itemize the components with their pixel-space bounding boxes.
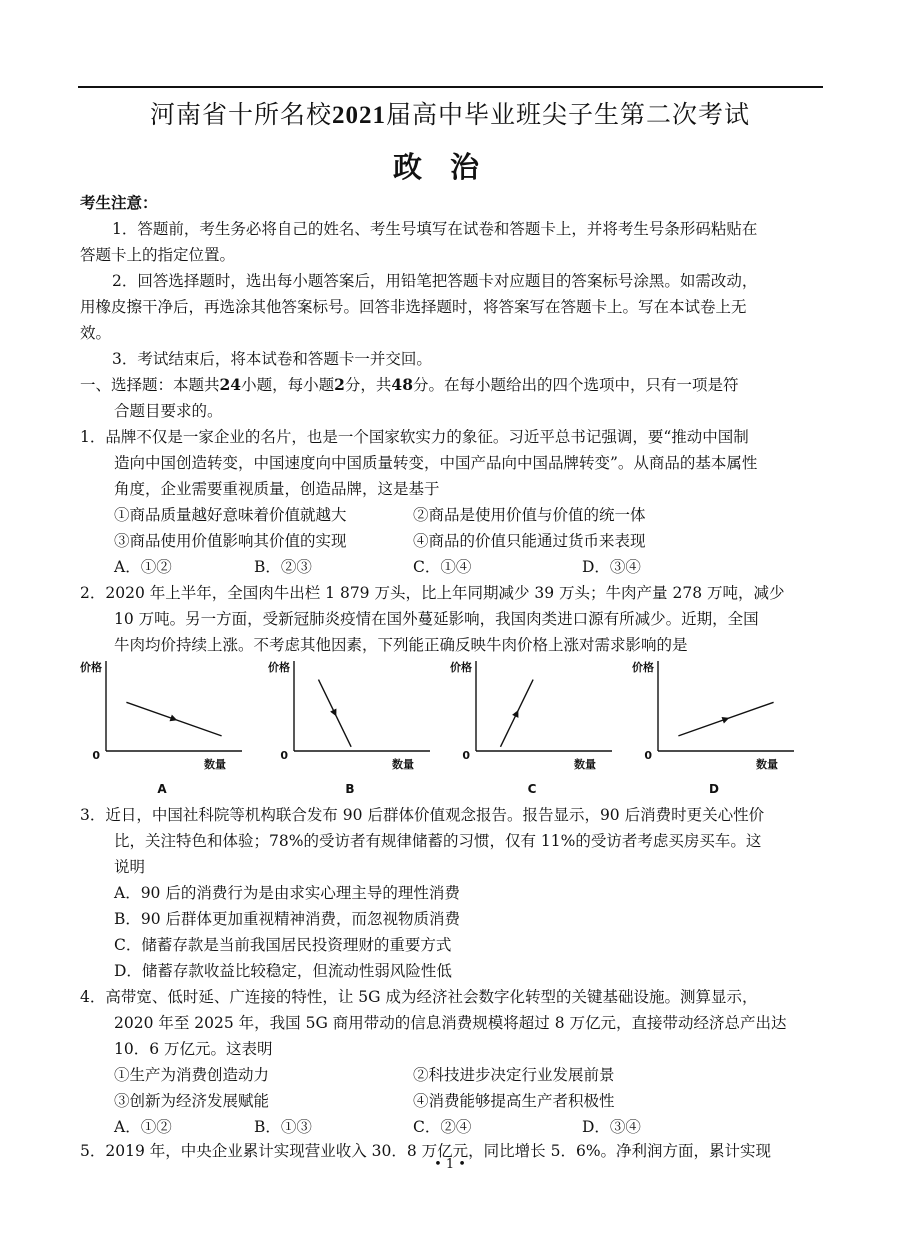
notice-line: 用橡皮擦干净后，再选涂其他答案标号。回答非选择题时，将答案写在答题卡上。写在本试卷上无 bbox=[80, 298, 747, 316]
q1-choice-c: C．①④ bbox=[413, 558, 472, 576]
question-5-stem: 5．2019 年，中央企业累计实现营业收入 30．8 万亿元，同比增长 5．6%。净利润方面，累计实现 bbox=[80, 1142, 772, 1160]
origin-label: 0 bbox=[462, 749, 470, 762]
x-axis-label: 数量 bbox=[756, 758, 778, 771]
question-3-stem: 3．近日，中国社科院等机构联合发布 90 后群体价值观念报告。报告显示，90 后消费时更关心性价 bbox=[80, 806, 765, 824]
chart-svg bbox=[448, 655, 626, 805]
notice-heading: 考生注意： bbox=[80, 193, 158, 212]
notice-line: 效。 bbox=[80, 324, 112, 342]
question-4-stem: 10．6 万亿元。这表明 bbox=[114, 1040, 273, 1058]
q4-statement-1: ①生产为消费创造动力 bbox=[114, 1066, 270, 1084]
question-1-stem: 角度，企业需要重视质量，创造品牌，这是基于 bbox=[114, 480, 440, 498]
q4-choice-b: B．①③ bbox=[254, 1118, 312, 1136]
q4-statement-3: ③创新为经济发展赋能 bbox=[114, 1092, 270, 1110]
q1-statement-4: ④商品的价值只能通过货币来表现 bbox=[413, 532, 646, 550]
question-3-stem: 比，关注特色和体验；78%的受访者有规律储蓄的习惯，仅有 11%的受访者考虑买房买车。这 bbox=[114, 832, 762, 850]
question-4-stem: 2020 年至 2025 年，我国 5G 商用带动的信息消费规模将超过 8 万亿元，直接带动经济总产出达 bbox=[114, 1014, 787, 1032]
exam-title: 河南省十所名校2021届高中毕业班尖子生第二次考试 bbox=[149, 100, 751, 129]
subject-title: 政治 bbox=[392, 150, 507, 184]
question-1-stem: 1．品牌不仅是一家企业的名片，也是一个国家软实力的象征。习近平总书记强调，要“推动中国制 bbox=[80, 428, 749, 446]
q1-statement-3: ③商品使用价值影响其价值的实现 bbox=[114, 532, 347, 550]
q3-choice-d: D．储蓄存款收益比较稳定，但流动性弱风险性低 bbox=[114, 962, 452, 980]
x-axis-label: 数量 bbox=[392, 758, 414, 771]
chart-c bbox=[448, 655, 626, 805]
notice-line: 2．回答选择题时，选出每小题答案后，用铅笔把答题卡对应题目的答案标号涂黑。如需改动， bbox=[112, 272, 758, 290]
x-axis-label: 数量 bbox=[574, 758, 596, 771]
question-2-stem: 2．2020 年上半年，全国肉牛出栏 1 879 万头，比上年同期减少 39 万头；牛肉产量 278 万吨，减少 bbox=[80, 584, 785, 602]
question-1-stem: 造向中国创造转变，中国速度向中国质量转变，中国产品向中国品牌转变”。从商品的基本属性 bbox=[114, 454, 758, 472]
q4-choice-c: C．②④ bbox=[413, 1118, 472, 1136]
top-rule bbox=[78, 86, 823, 88]
q1-statement-1: ①商品质量越好意味着价值就越大 bbox=[114, 506, 347, 524]
q4-choice-d: D．③④ bbox=[582, 1118, 641, 1136]
origin-label: 0 bbox=[644, 749, 652, 762]
notice-line: 答题卡上的指定位置。 bbox=[80, 246, 236, 264]
chart-svg bbox=[266, 655, 444, 805]
q3-choice-b: B．90 后群体更加重视精神消费，而忽视物质消费 bbox=[114, 910, 461, 928]
chart-label: D bbox=[709, 782, 719, 796]
q4-statement-2: ②科技进步决定行业发展前景 bbox=[413, 1066, 615, 1084]
q3-choice-c: C．储蓄存款是当前我国居民投资理财的重要方式 bbox=[114, 936, 452, 954]
question-2-stem: 牛肉均价持续上涨。不考虑其他因素，下列能正确反映牛肉价格上涨对需求影响的是 bbox=[114, 636, 688, 654]
y-axis-label: 价格 bbox=[450, 661, 472, 674]
notice-line: 1．答题前，考生务必将自己的姓名、考生号填写在试卷和答题卡上，并将考生号条形码粘贴在 bbox=[112, 220, 758, 238]
question-3-stem: 说明 bbox=[114, 858, 146, 876]
q1-choice-d: D．③④ bbox=[582, 558, 641, 576]
chart-a bbox=[78, 655, 256, 805]
q4-statement-4: ④消费能够提高生产者积极性 bbox=[413, 1092, 615, 1110]
chart-d bbox=[630, 655, 808, 805]
question-4-stem: 4．高带宽、低时延、广连接的特性，让 5G 成为经济社会数字化转型的关键基础设施。测算显示， bbox=[80, 988, 758, 1006]
q3-choice-a: A．90 后的消费行为是由求实心理主导的理性消费 bbox=[114, 884, 460, 902]
q1-choice-b: B．②③ bbox=[254, 558, 312, 576]
chart-svg bbox=[630, 655, 808, 805]
chart-svg bbox=[78, 655, 256, 805]
question-2-stem: 10 万吨。另一方面，受新冠肺炎疫情在国外蔓延影响，我国肉类进口源有所减少。近期，全国 bbox=[114, 610, 759, 628]
origin-label: 0 bbox=[92, 749, 100, 762]
section-heading-cont: 合题目要求的。 bbox=[114, 402, 223, 420]
chart-label: C bbox=[527, 782, 537, 796]
q4-choice-a: A．①② bbox=[114, 1118, 172, 1136]
section-heading: 一、选择题：本题共24小题，每小题2分，共48分。在每小题给出的四个选项中，只有一项是符 bbox=[80, 375, 739, 394]
page-number: • 1 • bbox=[434, 1157, 466, 1172]
y-axis-label: 价格 bbox=[268, 661, 290, 674]
notice-line: 3．考试结束后，将本试卷和答题卡一并交回。 bbox=[112, 350, 432, 368]
x-axis-label: 数量 bbox=[204, 758, 226, 771]
y-axis-label: 价格 bbox=[80, 661, 102, 674]
chart-b bbox=[266, 655, 444, 805]
origin-label: 0 bbox=[280, 749, 288, 762]
chart-label: A bbox=[157, 782, 167, 796]
direction-arrow bbox=[170, 715, 178, 722]
y-axis-label: 价格 bbox=[632, 661, 654, 674]
chart-label: B bbox=[345, 782, 355, 796]
q1-choice-a: A．①② bbox=[114, 558, 172, 576]
q1-statement-2: ②商品是使用价值与价值的统一体 bbox=[413, 506, 646, 524]
